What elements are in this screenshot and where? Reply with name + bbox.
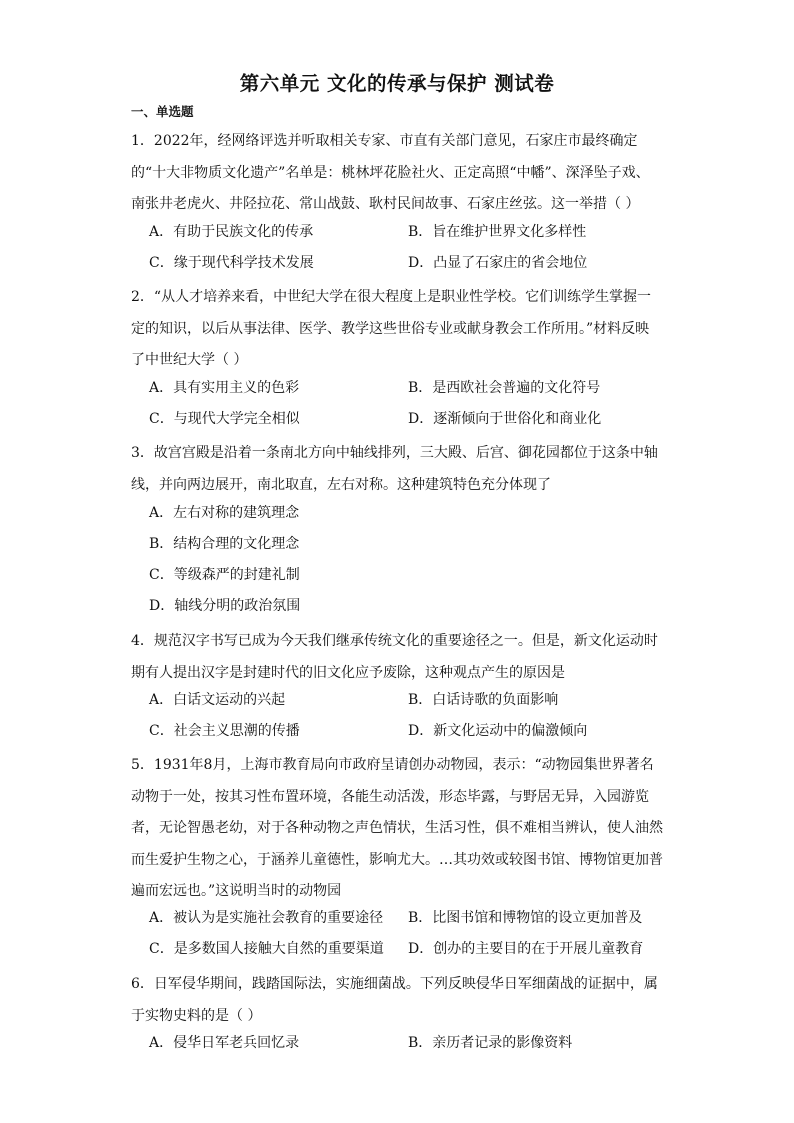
question-3-option-a[interactable]: A．左右对称的建筑理念 [149, 505, 300, 521]
question-6-option-b[interactable]: B．亲历者记录的影像资料 [408, 1035, 573, 1051]
question-2-option-c[interactable]: C．与现代大学完全相似 [149, 411, 300, 427]
question-2-stem: 2．“从人才培养来看，中世纪大学在很大程度上是职业性学校。它们训练学生掌握一定的知识，以后从事法律、医学、教学这些世俗专业或献身教会工作所用。”材料反映了中世纪大学（ ） [131, 289, 652, 368]
question-5-option-d[interactable]: D．创办的主要目的在于开展儿童教育 [408, 941, 644, 957]
question-1-option-c[interactable]: C．缘于现代科学技术发展 [149, 255, 314, 271]
question-5-option-c[interactable]: C．是多数国人接触大自然的重要渠道 [149, 941, 384, 957]
question-3-option-b[interactable]: B．结构合理的文化理念 [149, 536, 300, 552]
question-1-option-a[interactable]: A．有助于民族文化的传承 [149, 224, 314, 240]
question-4-option-a[interactable]: A．白话文运动的兴起 [149, 692, 286, 708]
question-6-option-a[interactable]: A．侵华日军老兵回忆录 [149, 1035, 300, 1051]
question-3-option-c[interactable]: C．等级森严的封建礼制 [149, 567, 300, 583]
question-4-option-c[interactable]: C．社会主义思潮的传播 [149, 723, 300, 739]
question-4-stem: 4．规范汉字书写已成为今天我们继承传统文化的重要途径之一。但是，新文化运动时期有人提出汉字是封建时代的旧文化应予废除，这种观点产生的原因是 [131, 633, 658, 681]
question-3-stem: 3．故宫宫殿是沿着一条南北方向中轴线排列，三大殿、后宫、御花园都位于这条中轴线，并向两边展开，南北取直，左右对称。这种建筑特色充分体现了 [131, 445, 658, 493]
question-2-option-d[interactable]: D．逐渐倾向于世俗化和商业化 [408, 411, 602, 427]
question-3-option-d[interactable]: D．轴线分明的政治氛围 [149, 598, 301, 614]
question-5-option-b[interactable]: B．比图书馆和博物馆的设立更加普及 [408, 910, 643, 926]
question-4-option-b[interactable]: B．白话诗歌的负面影响 [408, 692, 559, 708]
question-1-stem: 1．2022年，经网络评选并听取相关专家、市直有关部门意见，石家庄市最终确定的“十大非物质文化遗产”名单是：桃林坪花脸社火、正定高照“中幡”、深泽坠子戏、南张井老虎火、井陉拉花、常山战鼓、耿村民间故事、石家庄丝弦。这一举措（ ） [131, 133, 650, 212]
question-1-option-d[interactable]: D．凸显了石家庄的省会地位 [408, 255, 588, 271]
question-1-option-b[interactable]: B．旨在维护世界文化多样性 [408, 224, 587, 240]
section-heading: 一、单选题 [131, 104, 194, 119]
question-2-option-a[interactable]: A．具有实用主义的色彩 [149, 380, 300, 396]
question-5-option-a[interactable]: A．被认为是实施社会教育的重要途径 [149, 910, 384, 926]
question-2-option-b[interactable]: B．是西欧社会普遍的文化符号 [408, 380, 601, 396]
page-title: 第六单元 文化的传承与保护 测试卷 [239, 72, 555, 95]
question-6-stem: 6．日军侵华期间，践踏国际法，实施细菌战。下列反映侵华日军细菌战的证据中，属于实物史料的是（ ） [131, 976, 658, 1024]
question-4-option-d[interactable]: D．新文化运动中的偏激倾向 [408, 723, 588, 739]
question-5-stem: 5．1931年8月，上海市教育局向市政府呈请创办动物园，表示：“动物园集世界著名动物于一处，按其习性布置环境，各能生动活泼，形态毕露，与野居无异，入园游览者，无论智愚老幼，对于各种动物之声色情状，生活习性，俱不难相当辨认，使人油然而生爱护生物之心，于涵养儿童德性，影响尤大。…其功效或较图书馆、博物馆更加普遍而宏远也。”这说明当时的动物园 [131, 757, 663, 899]
